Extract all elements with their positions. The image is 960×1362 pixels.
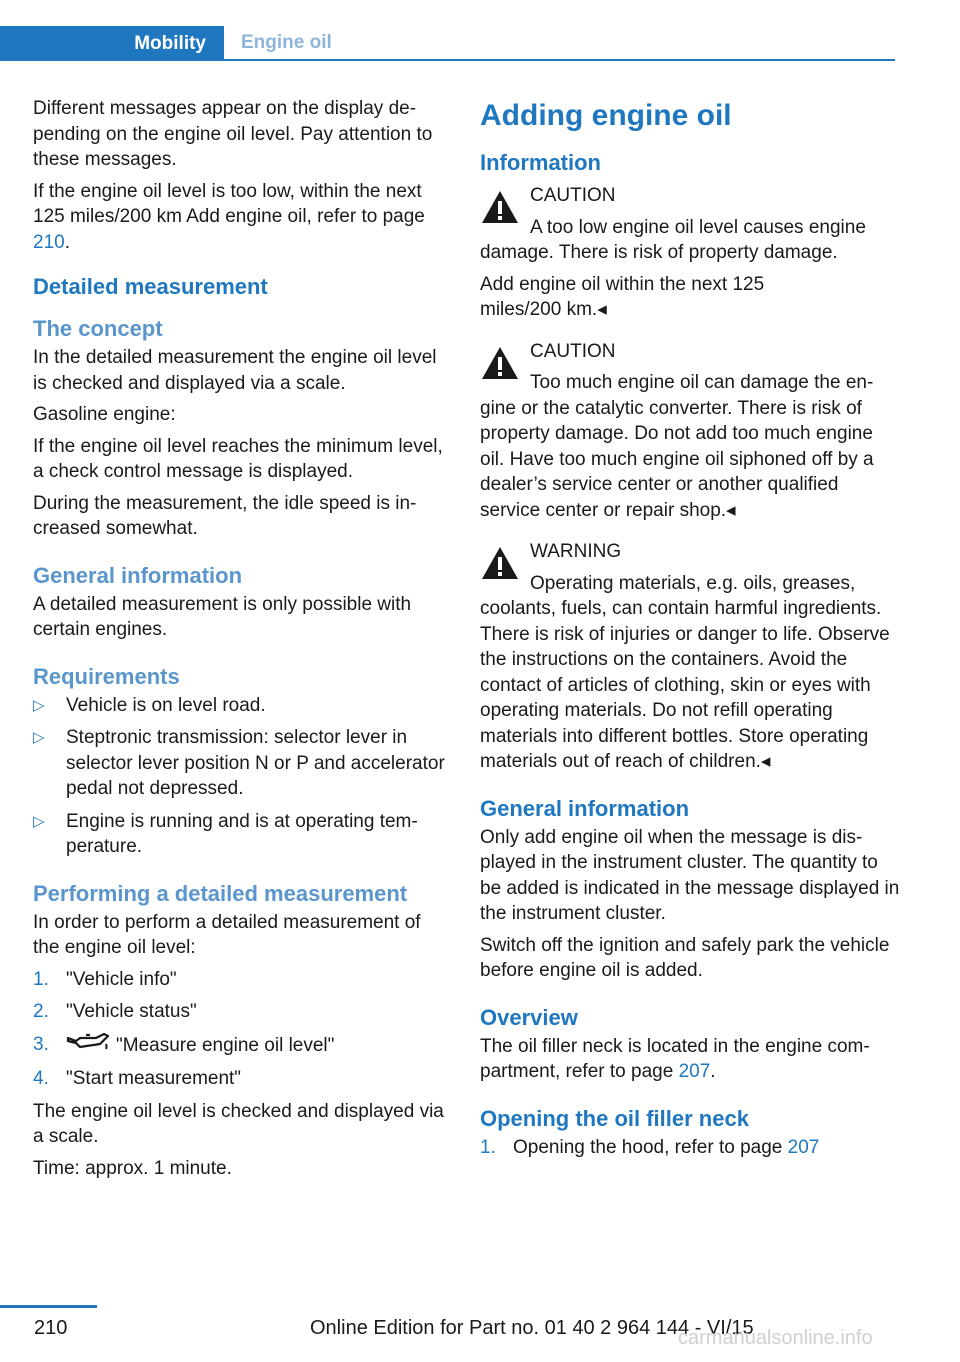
list-item: [33, 967, 448, 993]
step-number: 2.: [33, 1001, 49, 1022]
page-header: [0, 26, 895, 61]
overview-paragraph: [480, 1034, 900, 1085]
warning-title: WARNING: [530, 541, 622, 562]
step-text: "Measure engine oil level": [116, 1034, 335, 1056]
concept-paragraph: In the detailed measurement the engine oil level is checked and displayed via a scale.: [33, 347, 437, 394]
heading-opening-oil-filler-neck: Opening the oil filler neck: [480, 1105, 749, 1131]
page-link-207[interactable]: 207: [678, 1061, 711, 1082]
list-item: [33, 1066, 448, 1092]
caution-text: A too low engine oil level causes engine damage. There is risk of property damage.: [480, 216, 866, 263]
list-item: [33, 809, 448, 860]
page-link-210[interactable]: 210: [33, 231, 65, 253]
warning-block: [480, 539, 900, 775]
footer-rule: [0, 1305, 97, 1308]
list-item-text: Engine is running and is at operating temperature.: [66, 810, 418, 857]
caution-block-1: [480, 183, 900, 266]
general-paragraph: A detailed measurement is only possible with certain engines.: [33, 593, 412, 640]
heading-overview: Overview: [480, 1004, 578, 1030]
step-number: 3.: [33, 1033, 49, 1055]
left-column: [33, 96, 448, 1187]
warning-triangle-icon: [480, 545, 520, 581]
edition-text: Online Edition for Part no. 01 40 2 964 144 - VI/15: [310, 1317, 754, 1339]
list-item: [480, 1135, 900, 1161]
step-text: "Vehicle status": [66, 1001, 197, 1022]
performing-paragraph: In order to perform a detailed measurement of the engine oil level:: [33, 911, 421, 958]
right-column: [480, 96, 900, 1167]
heading-general-information: General information: [33, 562, 243, 588]
warning-triangle-icon: [480, 189, 520, 225]
step-number: 1.: [480, 1136, 496, 1158]
intro-text: If the engine oil level is too low, within the next 125 miles/200 km Add engine oil, refer to page: [33, 180, 425, 227]
heading-detailed-measurement: Detailed measurement: [33, 274, 268, 299]
overview-text: The oil filler neck is located in the engine compartment, refer to page: [480, 1035, 870, 1082]
intro-paragraph-1: Different messages appear on the display depending on the engine oil level. Pay attention to these messages.: [33, 98, 433, 170]
list-item-text: Vehicle is on level road.: [66, 694, 266, 716]
caution-title: CAUTION: [530, 340, 616, 362]
step-text: "Start measurement": [66, 1068, 242, 1089]
requirements-list: [33, 693, 448, 860]
list-item: [33, 1032, 448, 1060]
step-text: Opening the hood, refer to page: [513, 1136, 788, 1158]
header-subsection-label: Engine oil: [241, 31, 332, 53]
general-paragraph-1: Only add engine oil when the message is displayed in the instrument cluster. The quantity to be added is indicated in the message displayed in the instrument cluster.: [480, 826, 900, 924]
step-number: 1.: [33, 968, 49, 990]
result-paragraph: The engine oil level is checked and displayed via a scale.: [33, 1100, 444, 1147]
warning-text: Operating materials, e.g. oils, greases, coolants, fuels, can contain harmful ingredients. There is risk of injuries or danger to life. Observe the instructions on the containers. Avoid the contact of articles of clothing, skin or eyes with operating materials. Do not refill operating materials into different bottles. Store operating materials out of reach of children.◂: [480, 572, 890, 772]
header-subsection-tab: [224, 26, 895, 61]
warning-triangle-icon: [480, 345, 520, 381]
measurement-steps: [33, 967, 448, 1092]
step-text: "Vehicle info": [66, 968, 177, 990]
page-link-207[interactable]: 207: [787, 1136, 820, 1158]
gasoline-label: Gasoline engine:: [33, 404, 176, 425]
general-paragraph-2: Switch off the ignition and safely park the vehicle before engine oil is added.: [480, 934, 890, 981]
heading-adding-engine-oil: Adding engine oil: [480, 99, 732, 132]
triangle-bullet-icon: ▷: [33, 696, 45, 714]
oil-can-icon: [66, 1032, 110, 1060]
step-number: 4.: [33, 1068, 49, 1089]
overview-period: .: [710, 1061, 716, 1082]
caution-action: Add engine oil within the next 125 miles/200 km.◂: [480, 273, 765, 320]
idle-paragraph: During the measurement, the idle speed is increased somewhat.: [33, 492, 417, 539]
heading-requirements: Requirements: [33, 663, 180, 689]
list-item: [33, 999, 448, 1025]
triangle-bullet-icon: ▷: [33, 729, 45, 746]
caution-text: Too much engine oil can damage the engine or the catalytic converter. There is risk of property damage. Do not add too much engine oil. Have too much engine oil siphoned off by a dealer’s service center or another qualified service center or repair shop.◂: [480, 372, 874, 521]
header-section-tab: [0, 26, 224, 61]
list-item: [33, 725, 448, 802]
watermark: carmanualsonline.info: [678, 1327, 873, 1349]
heading-performing-measurement: Performing a detailed measurement: [33, 880, 408, 906]
page-number: 210: [34, 1317, 68, 1339]
caution-title: CAUTION: [530, 185, 616, 206]
intro-period: .: [64, 231, 70, 253]
list-item: [33, 693, 448, 719]
gasoline-paragraph: If the engine oil level reaches the minimum level, a check control message is displayed.: [33, 435, 443, 482]
heading-the-concept: The concept: [33, 316, 163, 341]
heading-general-information-right: General information: [480, 795, 690, 821]
caution-block-2: [480, 339, 900, 524]
triangle-bullet-icon: ▷: [33, 812, 45, 830]
opening-steps: [480, 1135, 900, 1161]
list-item-text: Steptronic transmission: selector lever in selector lever position N or P and accelerator pedal not depressed.: [66, 727, 445, 799]
header-section-label: Mobility: [134, 32, 206, 54]
heading-information: Information: [480, 150, 601, 175]
time-paragraph: Time: approx. 1 minute.: [33, 1157, 232, 1179]
intro-paragraph-2: [33, 179, 448, 256]
